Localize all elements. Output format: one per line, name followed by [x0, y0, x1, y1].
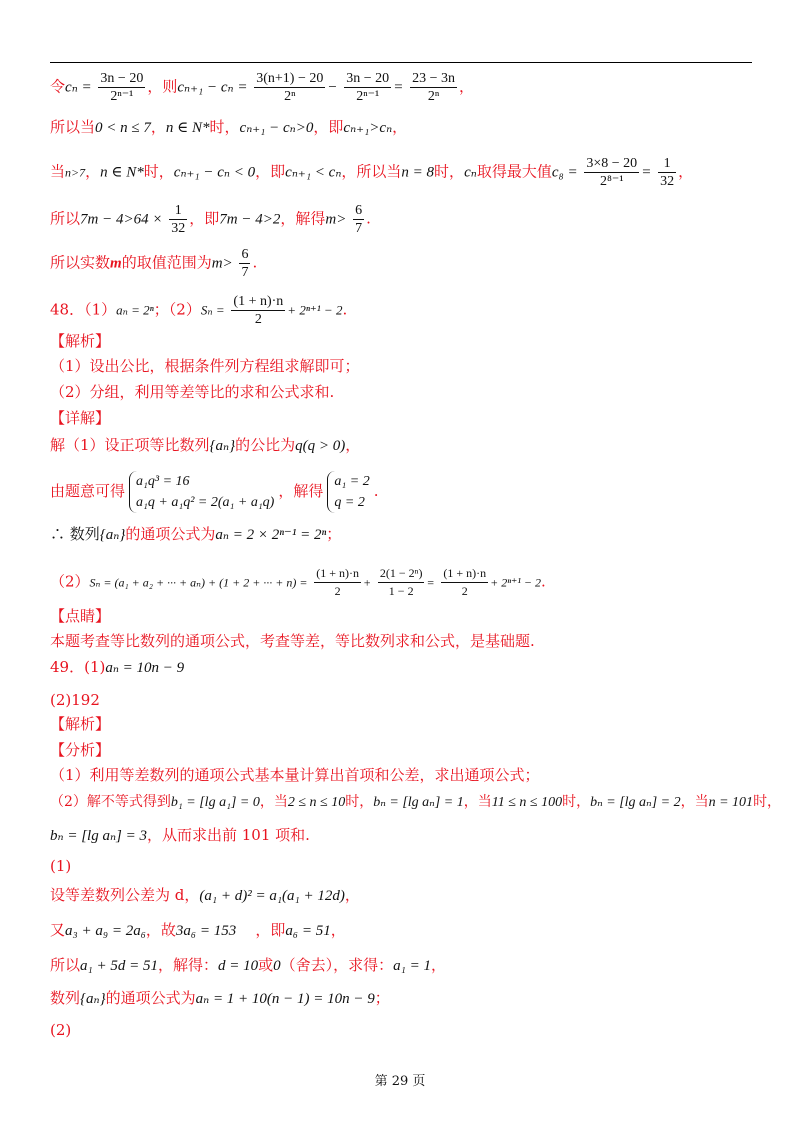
math: c [177, 79, 185, 96]
line-13: ∴ 数列{aₙ}的通项公式为aₙ = 2 × 2ⁿ⁻¹ = 2ⁿ； [50, 525, 342, 543]
line-21: （1）利用等差数列的通项公式基本量计算出首项和公差，求出通项公式； [50, 766, 540, 784]
fraction: $\frac{23 - 3n}{\text{2ⁿ}}$ [412, 71, 455, 104]
top-rule [50, 62, 752, 63]
line-4: 所以7m − 4>64 × $\frac{1}{32}$ ，即7m − 4>2，解得m> $\frac{6}{7}$ . [50, 203, 371, 236]
line-24: (1) [50, 857, 72, 875]
fraction: $\frac{(1 + n)\cdot n}{2}$ [233, 294, 284, 327]
fraction: $\frac{1}{32}$ [660, 156, 675, 189]
line-12: 由题意可得 a₁q³ = 16 a₁q + a₁q² = 2(a₁ + a₁q) ，解得 a₁ = 2 q = 2 . [50, 471, 378, 513]
line-17: 49．(1)aₙ = 10n − 9 [50, 658, 185, 676]
jiexi-label: 【解析】 [50, 332, 111, 350]
fraction: $\frac{3\times 8 - 20}{\text{2⁸⁻¹}}$ [586, 156, 638, 189]
fraction: $\frac{3n - 20}{\text{2ⁿ⁻¹}}$ [346, 71, 390, 104]
line-14: （2）Sₙ = (a₁ + a₂ + ··· + aₙ) + (1 + 2 + ··· + n) = $\frac{(1 + n)\cdot n}{2}$ + $\frac{\text{2(1 − 2ⁿ)}}{1 - 2}$ = $\frac{(1 + n)\cdot n}{2}$ + 2ⁿ⁺¹ − 2. [50, 566, 546, 598]
fraction: $\frac{3n - 20}{\text{2ⁿ⁻¹}}$ [100, 71, 144, 104]
fraction: $\frac{6}{7}$ [355, 203, 363, 236]
xiangjie-label: 【详解】 [50, 409, 111, 427]
text: ，则 [147, 77, 178, 96]
fraction: $\frac{(1 + n)\cdot n}{2}$ [443, 566, 487, 598]
fraction: $\frac{(1 + n)\cdot n}{2}$ [316, 566, 360, 598]
line-23: bₙ = [lg aₙ] = 3，从而求出前 101 项和. [50, 826, 310, 844]
line-18: (2)192 [50, 691, 100, 709]
line-26: 又a₃ + a₉ = 2a₆，故3a₆ = 153 ，即a₆ = 51， [50, 921, 346, 939]
line-27: 所以a₁ + 5d = 51，解得：d = 10或0（舍去），求得：a₁ = 1， [50, 956, 447, 974]
dianjing-label: 【点睛】 [50, 607, 111, 625]
page-number: 第 29 页 [374, 1074, 426, 1089]
line-6: 48．（1）aₙ = 2ⁿ；（2）Sₙ = $\frac{(1 + n)\cdot n}{2}$ + 2ⁿ⁺¹ − 2. [50, 294, 348, 327]
fraction: $\frac{3(n+1) - 20}{\text{2ⁿ}}$ [256, 71, 324, 104]
text: 令 [50, 77, 66, 96]
line-28: 数列{aₙ}的通项公式为aₙ = 1 + 10(n − 1) = 10n − 9； [50, 989, 390, 1007]
solution-system: a₁ = 2 q = 2 [327, 471, 369, 513]
line-22: （2）解不等式得到b₁ = [lg a₁] = 0，当2 ≤ n ≤ 10时，bₙ = [lg aₙ] = 1，当11 ≤ n ≤ 100时，bₙ = [lg aₙ] = 2，当n = 101时， [50, 794, 782, 810]
line-29: (2) [50, 1021, 72, 1039]
line-3: 当n>7，n ∈ N*时，cₙ₊₁ − cₙ < 0，即cₙ₊₁ < cₙ，所以当n = 8时，cₙ取得最大值c₈ = $\frac{3\times 8 - 20}{\text{2⁸⁻¹}}$ = $\frac{1}{32}$ ， [50, 156, 694, 189]
fraction: $\frac{6}{7}$ [241, 247, 249, 280]
jiexi-label-2: 【解析】 [50, 715, 111, 733]
line-11: 解（1）设正项等比数列{aₙ}的公比为q(q > 0)， [50, 436, 361, 454]
line-8: （1）设出公比，根据条件列方程组求解即可； [50, 357, 360, 375]
equation-system: a₁q³ = 16 a₁q + a₁q² = 2(a₁ + a₁q) [129, 471, 274, 513]
line-5: 所以实数m的取值范围为m> $\frac{6}{7}$ . [50, 247, 258, 280]
line-1: 令cₙ = $\frac{3n - 20}{\text{2ⁿ⁻¹}}$ ，则cₙ₊₁ − cₙ = $\frac{3(n+1) - 20}{\text{2ⁿ}}$ − $\frac{3n - 20}{\text{2ⁿ⁻¹}}$ = $\frac{23 - 3n}{\text{2ⁿ}}$ ， [50, 71, 475, 104]
math: c [65, 79, 72, 96]
fraction: $\frac{1}{32}$ [171, 203, 186, 236]
line-25: 设等差数列公差为 d，(a₁ + d)² = a₁(a₁ + 12d)， [50, 886, 360, 904]
fenxi-label: 【分析】 [50, 741, 111, 759]
line-9: （2）分组，利用等差等比的求和公式求和. [50, 383, 335, 401]
fraction: $\frac{\text{2(1 − 2ⁿ)}}{1 - 2}$ [379, 566, 423, 598]
line-16: 本题考查等比数列的通项公式，考查等差，等比数列求和公式，是基础题. [50, 632, 535, 650]
line-2: 所以当0 < n ≤ 7，n ∈ N*时，cₙ₊₁ − cₙ>0，即cₙ₊₁>cₙ， [50, 118, 408, 136]
